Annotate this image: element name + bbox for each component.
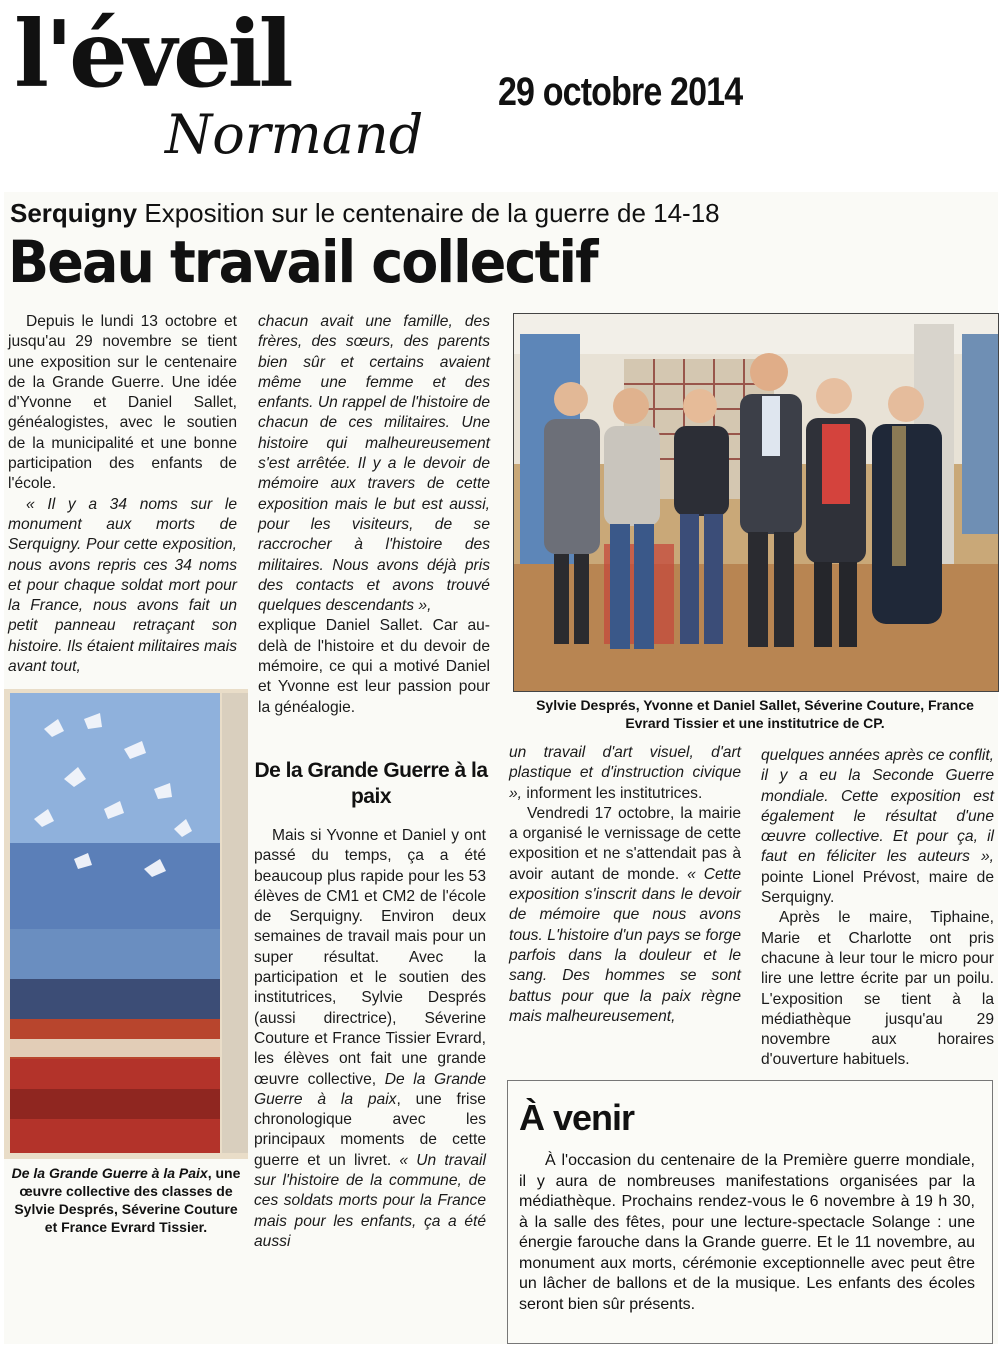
article-column-3	[509, 743, 741, 1027]
upcoming-events-paragraph: À l'occasion du centenaire de la Première guerre mondiale, il y aura de nombreuses manifestations organisées par la médiathèque. Prochains rendez-vous le 6 novembre à 19 h 30, à la salle des fêtes, pour une lecture-spectacle Solange : une énergie farouche dans la Grande guerre. Et le 11 novembre, au monument aux morts, cérémonie exceptionnelle avec peut être un lâcher de ballons et de la musique. Les enfants des écoles seront bien sûr présents.	[519, 1152, 975, 1313]
group-photo	[513, 313, 999, 692]
article-subhead: De la Grande Guerre à la paix	[254, 759, 488, 808]
masthead-title: l'éveil	[14, 0, 290, 108]
col2-paragraph	[254, 826, 486, 1252]
kicker-place: Serquigny	[10, 198, 138, 228]
col3-quote-end: un travail d'art visuel, d'art plastique et d'instruction civique »,	[509, 744, 741, 802]
col2-attribution: explique Daniel Sallet. Car au-delà de l'histoire et du devoir de mémoire, ce qui a motivé Daniel et Yvonne est leur passion pour la généalogie.	[258, 617, 490, 716]
col3-quote: « Cette exposition s'inscrit dans le devoir de mémoire que nous avons tous. L'histoire d'un pays se forge parfois dans la douleur et le sang. Des hommes se sont battus pour que la paix règne mais malheureusement,	[509, 865, 741, 1025]
upcoming-events-title: À venir	[519, 1097, 635, 1138]
col1-paragraph-1: Depuis le lundi 13 octobre et jusqu'au 29 novembre se tient une exposition sur le centenaire de la Grande Guerre. Une idée d'Yvonne et Daniel Sallet, généalogistes, avec le soutien de la municipalité et une bonne participation des enfants de l'école.	[8, 313, 237, 493]
col4-paragraph-1	[761, 746, 994, 908]
col2-quote: « Un travail sur l'histoire de la commune, de ces soldats morts pour la France mais pour les enfants, ça a été aussi	[254, 1151, 486, 1250]
col2-paragraph-tail: , une frise chronologique avec les principaux moments de cette guerre et un livret.	[254, 1090, 486, 1169]
col2-paragraph-text: Mais si Yvonne et Daniel y ont passé du temps, ça a été beaucoup plus rapide pour les 53 élèves de CM1 et CM2 de l'école de Serquigny. Environ deux semaines de travail mais pour un super résultat. Avec la participation et le soutien des institutrices, Sylvie Després (aussi directrice), Séverine Couture et France Tissier Evrard, les élèves ont fait une grande œuvre collective,	[254, 827, 486, 1088]
masthead-subtitle: Normand	[165, 103, 424, 166]
photo-caption: Sylvie Després, Yvonne et Daniel Sallet, Séverine Couture, France Evrard Tissier et une institutrice de CP.	[536, 697, 974, 731]
article-headline: Beau travail collectif	[8, 228, 597, 296]
col4-paragraph-2: Après le maire, Tiphaine, Marie et Charlotte ont pris chacune à leur tour le micro pour lire une lettre écrite par un poilu. L'exposition se tient à la médiathèque jusqu'au 29 novembre aux horaires d'ouverture habituels.	[761, 909, 994, 1069]
col1-paragraph-2: « Il y a 34 noms sur le monument aux morts de Serquigny. Pour cette exposition, nous avons repris ces 34 noms et pour chaque soldat mort pour la France, nous avons fait un petit panneau retraçant son histoire. Ils étaient militaires mais avant tout,	[8, 495, 237, 676]
upcoming-events-text	[519, 1151, 975, 1315]
col3-vernissage: Vendredi 17 octobre, la mairie a organisé le vernissage de cette exposition et ne s'attendait pas à avoir autant de monde.	[509, 804, 741, 883]
col4-attribution: pointe Lionel Prévost, maire de Serquigny.	[761, 868, 994, 907]
col4-quote-end: quelques années après ce conflit, il y a eu la Seconde Guerre mondiale. Cette exposition est également le résultat d'une œuvre collective. Et pour ça, il faut en féliciter les auteurs »,	[761, 747, 994, 866]
article-column-1	[8, 312, 237, 677]
col3-paragraph-1	[509, 743, 741, 804]
kicker-text: Exposition sur le centenaire de la guerre de 14-18	[144, 198, 720, 228]
col3-paragraph-2	[509, 804, 741, 1027]
col3-attribution: informent les institutrices.	[526, 784, 703, 802]
article-column-2-bottom	[254, 826, 486, 1252]
artwork-caption	[8, 1164, 244, 1236]
col2-artwork-title: De la Grande Guerre à la paix	[254, 1070, 487, 1108]
artwork-photo	[4, 689, 248, 1159]
article-column-4	[761, 746, 994, 1071]
col2-quote-continued: chacun avait une famille, des frères, des sœurs, des parents bien sûr et certains avaient même une femme et des enfants. Un rappel de l'histoire de chacun de ces militaires. Une histoire qui malheureusement s'est arrêtée. Il y a le devoir de mémoire aux travers de cette exposition mais le but est aussi, pour les visiteurs, de se raccrocher à l'histoire des militaires. Nous avons déjà pris des contacts et avons trouvé quelques descendants »,	[258, 313, 490, 615]
publication-date: 29 octobre 2014	[498, 70, 743, 114]
artwork-caption-text: , une œuvre collective des classes de Sylvie Després, Séverine Couture et France Evrard Tissier.	[14, 1165, 241, 1235]
article-kicker	[10, 198, 720, 229]
artwork-caption-title: De la Grande Guerre à la Paix	[11, 1165, 208, 1181]
article-column-2-top	[258, 312, 490, 718]
